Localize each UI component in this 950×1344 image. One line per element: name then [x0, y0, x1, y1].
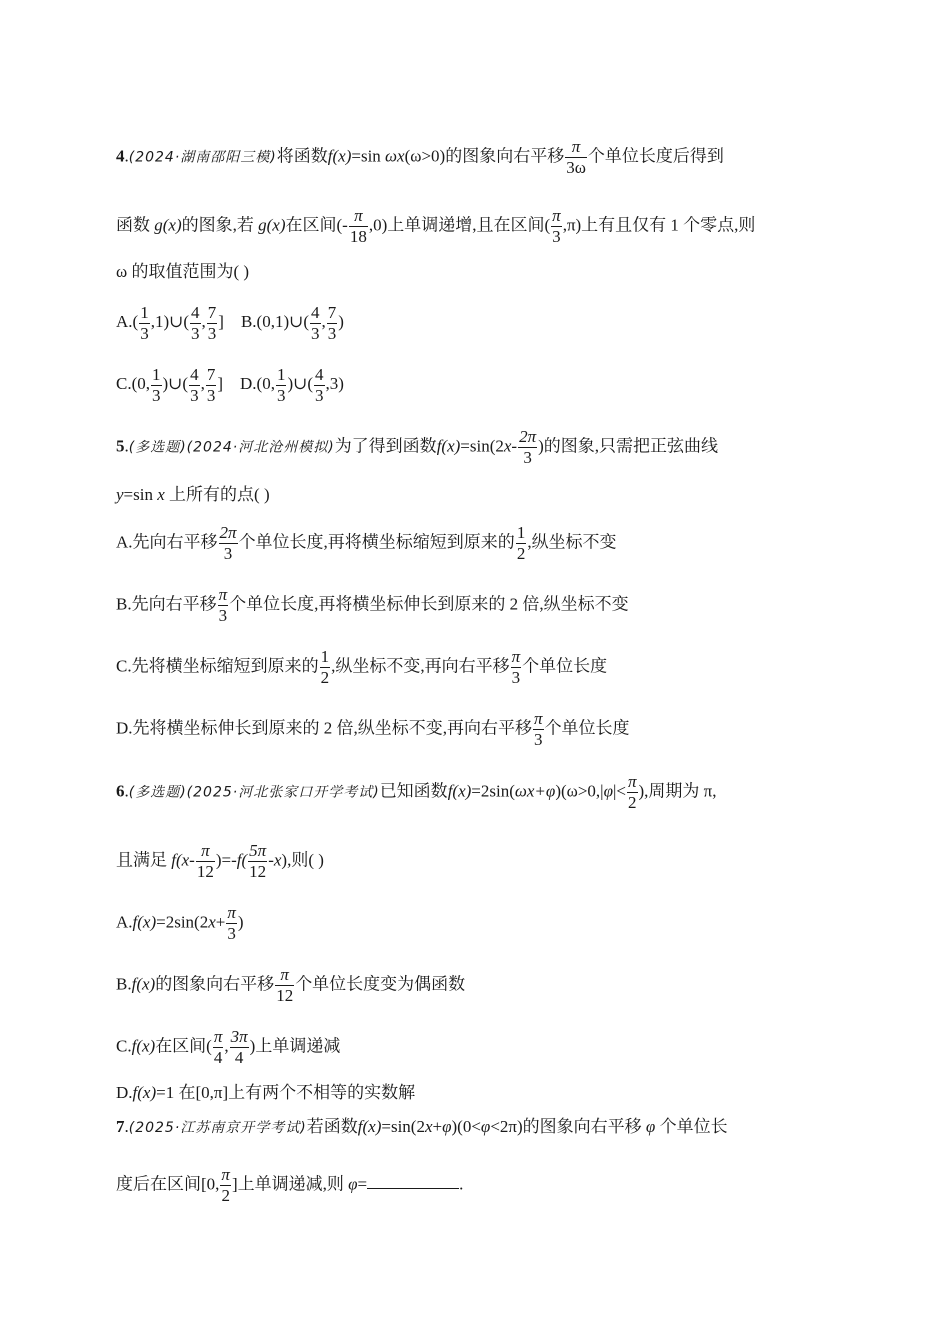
math-fx: f(x) [131, 1036, 156, 1056]
q7-text: =sin(2 [381, 1117, 425, 1136]
numerator: 4 [191, 303, 200, 322]
numerator: 2π [219, 523, 237, 542]
q4-text: ω 的取值范围为( ) [116, 262, 250, 281]
fraction [218, 586, 229, 625]
q7-text: = [357, 1174, 368, 1194]
q5-text: )的图象,只需把正弦曲线 [538, 436, 719, 456]
fraction [226, 904, 237, 943]
q7-text: 个单位长 [659, 1117, 728, 1136]
q4-number: 4 [116, 146, 125, 166]
opt-text: C.先将横坐标缩短到原来的 [116, 656, 319, 676]
math-phi: φ [645, 1117, 656, 1136]
q4-text: 将函数 [276, 146, 328, 166]
q6-text: 且满足 [116, 850, 167, 870]
q6-option-a[interactable] [116, 904, 244, 943]
denominator: 3 [511, 667, 521, 687]
opt-text: + [215, 912, 226, 932]
opt-text: D. [116, 1083, 133, 1102]
fraction [276, 366, 287, 405]
fraction [310, 304, 321, 343]
denominator: 3 [523, 447, 532, 467]
denominator: 4 [234, 1047, 244, 1067]
numerator: 1 [152, 365, 161, 384]
denominator: 3 [223, 543, 233, 563]
math-fx: f(x) [447, 781, 472, 801]
denominator: 3 [311, 323, 320, 343]
q7-number: 7 [116, 1117, 125, 1136]
numerator: π [534, 709, 543, 728]
denominator: 3 [191, 323, 200, 343]
opt-text: )∪( [287, 374, 314, 394]
denominator: 3 [207, 323, 217, 343]
q5-option-b[interactable] [116, 586, 629, 625]
q7-text: <2π)的图象向右平移 [490, 1117, 642, 1136]
math-phi: φ [348, 1174, 358, 1194]
opt-text: )∪( [162, 374, 189, 394]
denominator: 3 [227, 923, 236, 943]
q6-line-1 [116, 773, 717, 812]
opt-text: 个单位长度变为偶函数 [295, 974, 466, 994]
denominator: 18 [349, 226, 367, 246]
q7-line-2 [116, 1166, 463, 1205]
numerator: π [275, 966, 294, 986]
q4-line-3 [116, 263, 249, 280]
numerator: π [552, 206, 561, 225]
numerator: π [565, 138, 587, 158]
opt-text: ,3) [325, 374, 344, 394]
q4-option-b[interactable] [240, 303, 344, 343]
denominator: 2 [320, 667, 330, 687]
q5-option-c[interactable] [116, 648, 607, 687]
numerator: 4 [315, 365, 324, 384]
fraction [190, 304, 201, 343]
fraction [327, 304, 338, 343]
numerator: π [627, 772, 637, 791]
denominator: 3 [152, 385, 161, 405]
opt-text: ,1)∪( [150, 312, 190, 332]
q6-text: ),周期为 π, [638, 781, 717, 801]
math-fx: f(x) [131, 974, 156, 994]
opt-text: B.(0,1)∪( [240, 312, 310, 332]
math-phi: φ [603, 781, 613, 801]
math-x: x [208, 912, 216, 932]
math-x: x [424, 1117, 433, 1136]
fraction [518, 428, 537, 467]
q5-line-2 [116, 486, 270, 503]
q6-option-d[interactable] [116, 1084, 415, 1101]
q6-text: )=- [215, 850, 237, 870]
q4-text: 函数 [116, 215, 150, 235]
q7-line-1 [116, 1118, 728, 1135]
denominator: 3 [315, 385, 324, 405]
q4-text: =sin [351, 146, 381, 166]
fraction [213, 1028, 224, 1067]
numerator: π [218, 585, 228, 604]
denominator: 2 [516, 543, 526, 563]
fraction [206, 366, 217, 405]
numerator: π [221, 1165, 230, 1184]
opt-text: B.先向右平移 [116, 594, 217, 614]
denominator: 3 [218, 605, 228, 625]
fraction [189, 366, 200, 405]
q5-source: (多选题)(2024·河北沧州模拟) [128, 439, 335, 456]
q5-text: =sin(2 [460, 436, 504, 456]
q6-text: =2sin( [471, 781, 515, 801]
opt-text: D.先将横坐标伸长到原来的 2 倍,纵坐标不变,再向右平移 [116, 718, 533, 738]
denominator: 3 [327, 323, 337, 343]
fraction [230, 1028, 249, 1067]
q5-line-1 [116, 428, 718, 467]
opt-text: ,纵坐标不变 [527, 532, 617, 552]
q6-option-c[interactable] [116, 1028, 340, 1067]
q5-text: - [511, 436, 518, 456]
q4-line-1 [116, 138, 724, 177]
denominator: 2 [628, 792, 637, 812]
opt-text: C.(0, [116, 374, 150, 394]
q4-option-a[interactable] [116, 303, 224, 343]
opt-text: 个单位长度 [544, 718, 630, 738]
opt-text: D.(0, [240, 374, 275, 394]
opt-text: 个单位长度,再将横坐标伸长到原来的 2 倍,纵坐标不变 [229, 594, 629, 614]
denominator: 12 [249, 861, 267, 881]
math-x: x [157, 485, 165, 504]
q5-option-a[interactable] [116, 524, 617, 563]
q5-number: 5 [116, 436, 125, 456]
numerator: 1 [140, 303, 149, 322]
q7-text: )(0< [451, 1117, 481, 1136]
opt-text: ,纵坐标不变,再向右平移 [331, 656, 510, 676]
q4-line-2 [116, 207, 755, 246]
opt-text: A.先向右平移 [116, 532, 218, 552]
numerator: 4 [190, 365, 199, 384]
opt-text: ] [217, 374, 223, 394]
denominator: 12 [196, 861, 214, 881]
q5-text: =sin [123, 485, 153, 504]
opt-text: ] [218, 312, 224, 332]
q7-answer-blank[interactable] [367, 1174, 459, 1189]
math-phi: φ [480, 1117, 491, 1136]
denominator: 3 [206, 385, 216, 405]
denominator: 2 [221, 1185, 230, 1205]
denominator: 3 [140, 323, 149, 343]
q7-text: 若函数 [306, 1117, 358, 1136]
opt-text: , [224, 1036, 229, 1056]
q4-source: (2024·湖南邵阳三模) [128, 149, 277, 166]
math-f-x-minus: f(x- [171, 850, 195, 870]
fraction [207, 304, 218, 343]
q6-number: 6 [116, 781, 125, 801]
numerator: 7 [207, 303, 217, 322]
numerator: 1 [320, 647, 330, 666]
numerator: 7 [327, 303, 337, 322]
q6-option-b[interactable] [116, 966, 465, 1005]
q6-source: (多选题)(2025·河北张家口开学考试) [128, 784, 380, 801]
fraction [516, 524, 527, 563]
q5-option-d[interactable] [116, 710, 630, 749]
opt-text: A. [116, 912, 133, 932]
denominator: 3 [534, 729, 543, 749]
q6-text: ),则( ) [281, 850, 324, 870]
numerator: 4 [311, 303, 320, 322]
opt-text: C. [116, 1036, 132, 1056]
math-fx: f(x) [436, 436, 461, 456]
opt-text: 的图象向右平移 [155, 974, 275, 994]
math-f-open: f( [236, 850, 248, 870]
fraction [275, 966, 294, 1005]
fraction [196, 842, 215, 881]
fraction [533, 710, 544, 749]
denominator: 3ω [566, 157, 586, 177]
math-fx: f(x) [357, 1117, 382, 1136]
fraction [565, 138, 587, 177]
opt-text: )上单调递减 [249, 1036, 341, 1056]
fraction [320, 648, 331, 687]
opt-text: , [201, 312, 206, 332]
q4-dot: . [124, 146, 129, 166]
math-fx: f(x) [132, 1083, 157, 1102]
numerator: 5π [249, 841, 267, 860]
denominator: 12 [276, 985, 294, 1005]
math-omega-x-phi: ωx+φ [514, 781, 556, 801]
denominator: 4 [213, 1047, 223, 1067]
q4-options-cd [116, 366, 344, 405]
fraction [248, 842, 267, 881]
opt-text: A.( [116, 312, 139, 332]
math-gx: g(x) [258, 215, 286, 235]
q4-text: 个单位长度后得到 [587, 146, 724, 166]
numerator: 7 [206, 365, 216, 384]
q4-option-d[interactable] [240, 365, 344, 405]
q7-dot: . [124, 1117, 129, 1136]
opt-text: 个单位长度,再将横坐标缩短到原来的 [238, 532, 515, 552]
fraction [151, 366, 162, 405]
q7-text: . [459, 1174, 464, 1194]
math-phi: φ [442, 1117, 452, 1136]
fraction [139, 304, 150, 343]
fraction [220, 1166, 231, 1205]
fraction [314, 366, 325, 405]
q5-dot: . [124, 436, 129, 456]
q4-text: 在区间(- [285, 215, 348, 235]
denominator: 3 [276, 385, 286, 405]
q6-text: )(ω>0,| [555, 781, 604, 801]
numerator: π [511, 647, 521, 666]
q4-options-ab [116, 304, 344, 343]
q5-text: 上所有的点( ) [169, 485, 270, 504]
fraction [349, 207, 368, 246]
q6-text: |< [612, 781, 626, 801]
numerator: 3π [230, 1027, 248, 1046]
math-y: y [116, 485, 124, 504]
q6-line-2 [116, 842, 324, 881]
opt-text: =2sin(2 [156, 912, 209, 932]
denominator: 3 [190, 385, 199, 405]
denominator: 3 [552, 226, 561, 246]
q7-text: ]上单调递减,则 [231, 1174, 344, 1194]
fraction [627, 773, 638, 812]
fraction [551, 207, 562, 246]
math-gx: g(x) [154, 215, 182, 235]
opt-text: ) [237, 912, 244, 932]
numerator: π [196, 842, 215, 862]
math-fx: f(x) [132, 912, 157, 932]
opt-text: =1 在[0,π]上有两个不相等的实数解 [156, 1083, 416, 1102]
opt-text: , [321, 312, 326, 332]
q7-text: + [432, 1117, 443, 1136]
numerator: π [213, 1027, 223, 1046]
q6-text: 已知函数 [379, 781, 448, 801]
opt-text: 个单位长度 [522, 656, 608, 676]
fraction [511, 648, 522, 687]
q4-text: 的图象,若 [181, 215, 254, 235]
opt-text: B. [116, 974, 132, 994]
numerator: π [349, 207, 368, 227]
q4-option-c[interactable] [116, 365, 223, 405]
numerator: 1 [276, 365, 286, 384]
q7-source: (2025·江苏南京开学考试) [128, 1120, 307, 1136]
fraction [219, 524, 238, 563]
opt-text: , [200, 374, 205, 394]
q4-text: (ω>0)的图象向右平移 [404, 146, 565, 166]
math-x: x [503, 436, 512, 456]
opt-text: ) [338, 312, 344, 332]
q4-text: ,π)上有且仅有 1 个零点,则 [562, 215, 756, 235]
math-omega-x: ωx [385, 146, 405, 166]
numerator: 1 [516, 523, 526, 542]
math-minus-x: -x [268, 850, 282, 870]
numerator: π [227, 903, 236, 922]
q7-text: 度后在区间[0, [116, 1174, 220, 1194]
q4-text: ,0)上单调递增,且在区间( [368, 215, 551, 235]
math-fx: f(x) [327, 146, 352, 166]
q5-text: 为了得到函数 [334, 436, 437, 456]
numerator: 2π [519, 427, 537, 446]
q6-dot: . [124, 781, 129, 801]
opt-text: 在区间( [155, 1036, 212, 1056]
